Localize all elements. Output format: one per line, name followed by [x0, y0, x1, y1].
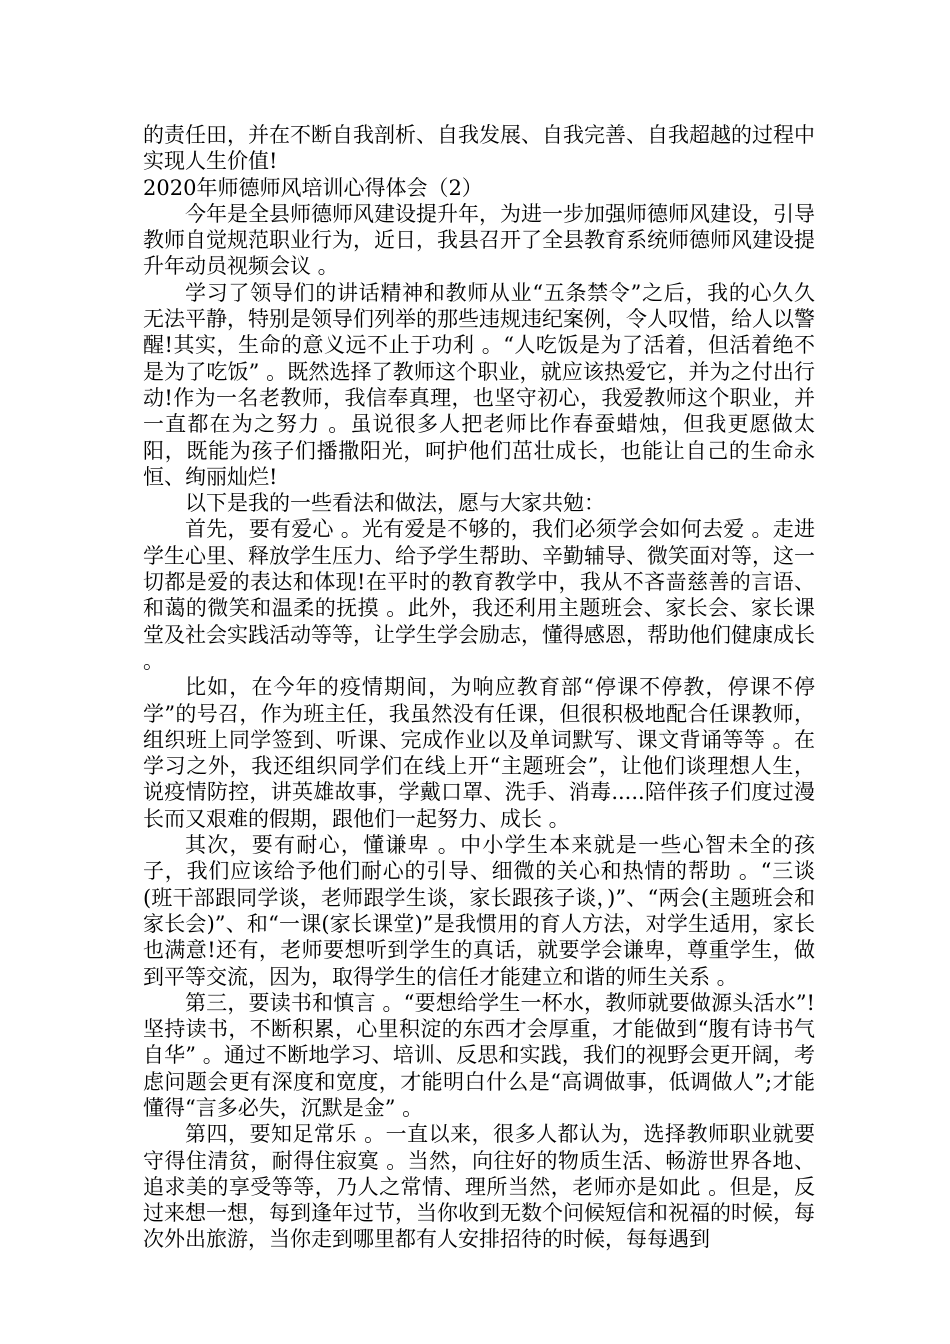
paragraph-example: 比如，在今年的疫情期间，为响应教育部“停课不停教，停课不停学”的号召，作为班主任，我虽然没有任课，但很积极地配合任课教师，组织班上同学签到、听课、完成作业以及单词默写、课文背诵等等 。在学习之外，我还组织同学们在线上开“主题班会”，让他们谈理想人生，说疫情防控，讲英雄故事，学戴口罩、洗手、消毒.....陪伴孩子们度过漫长而又艰难的假期，跟他们一起努力、成长 。 [143, 675, 815, 831]
paragraph-patience: 其次，要有耐心，懂谦卑 。中小学生本来就是一些心智未全的孩子，我们应该给予他们耐心的引导、细微的关心和热情的帮助 。“三谈(班干部跟同学谈，老师跟学生谈，家长跟孩子谈，)”、“两会(主题班会和家长会)”、和“一课(家长课堂)”是我惯用的育人方法，对学生适用，家长也满意!还有，老师要想听到学生的真话，就要学会谦卑，尊重学生，做到平等交流，因为，取得学生的信任才能建立和谐的师生关系 。 [143, 833, 815, 989]
paragraph-reflection: 学习了领导们的讲话精神和教师从业“五条禁令”之后，我的心久久无法平静，特别是领导们列举的那些违规违纪案例，令人叹惜，给人以警醒!其实，生命的意义远不止于功利 。“人吃饭是为了活着，但活着绝不是为了吃饭” 。既然选择了教师这个职业，就应该热爱它，并为之付出行动!作为一名老教师，我信奉真理，也坚守初心，我爱教师这个职业，并一直都在为之努力 。虽说很多人把老师比作春蚕蜡烛，但我更愿做太阳，既能为孩子们播撒阳光，呵护他们茁壮成长，也能让自己的生命永恒、绚丽灿烂! [143, 280, 815, 489]
document-page [143, 122, 815, 1253]
paragraph-transition: 以下是我的一些看法和做法，愿与大家共勉： [185, 491, 605, 516]
section-title: 2020年师德师风培训心得体会（2） [143, 175, 483, 200]
paragraph-contentment: 第四，要知足常乐 。一直以来，很多人都认为，选择教师职业就要守得住清贫，耐得住寂寞 。当然，向往好的物质生活、畅游世界各地、追求美的享受等等，乃人之常情、理所当然，老师亦是如此 。但是，反过来想一想，每到逢年过节，当你收到无数个问候短信和祝福的时候，每次外出旅游，当你走到哪里都有人安排招待的时候，每每遇到 [143, 1122, 815, 1252]
paragraph-love: 首先，要有爱心 。光有爱是不够的，我们必须学会如何去爱 。走进学生心里、释放学生压力、给予学生帮助、辛勤辅导、微笑面对等，这一切都是爱的表达和体现!在平时的教育教学中，我从不吝啬慈善的言语、和蔼的微笑和温柔的抚摸 。此外，我还利用主题班会、家长会、家长课堂及社会实践活动等等，让学生学会励志，懂得感恩，帮助他们健康成长 。 [143, 517, 815, 673]
paragraph-intro: 今年是全县师德师风建设提升年，为进一步加强师德师风建设，引导教师自觉规范职业行为，近日，我县召开了全县教育系统师德师风建设提升年动员视频会议 。 [143, 201, 815, 279]
paragraph-reading: 第三，要读书和慎言 。“要想给学生一杯水，教师就要做源头活水”!坚持读书，不断积累，心里积淀的东西才会厚重，才能做到“腹有诗书气自华” 。通过不断地学习、培训、反思和实践，我们的视野会更开阔，考虑问题会更有深度和宽度，才能明白什么是“高调做事，低调做人”;才能懂得“言多必失，沉默是金” 。 [143, 990, 815, 1120]
opening-fragment: 的责任田，并在不断自我剖析、自我发展、自我完善、自我超越的过程中实现人生价值! [143, 123, 815, 174]
